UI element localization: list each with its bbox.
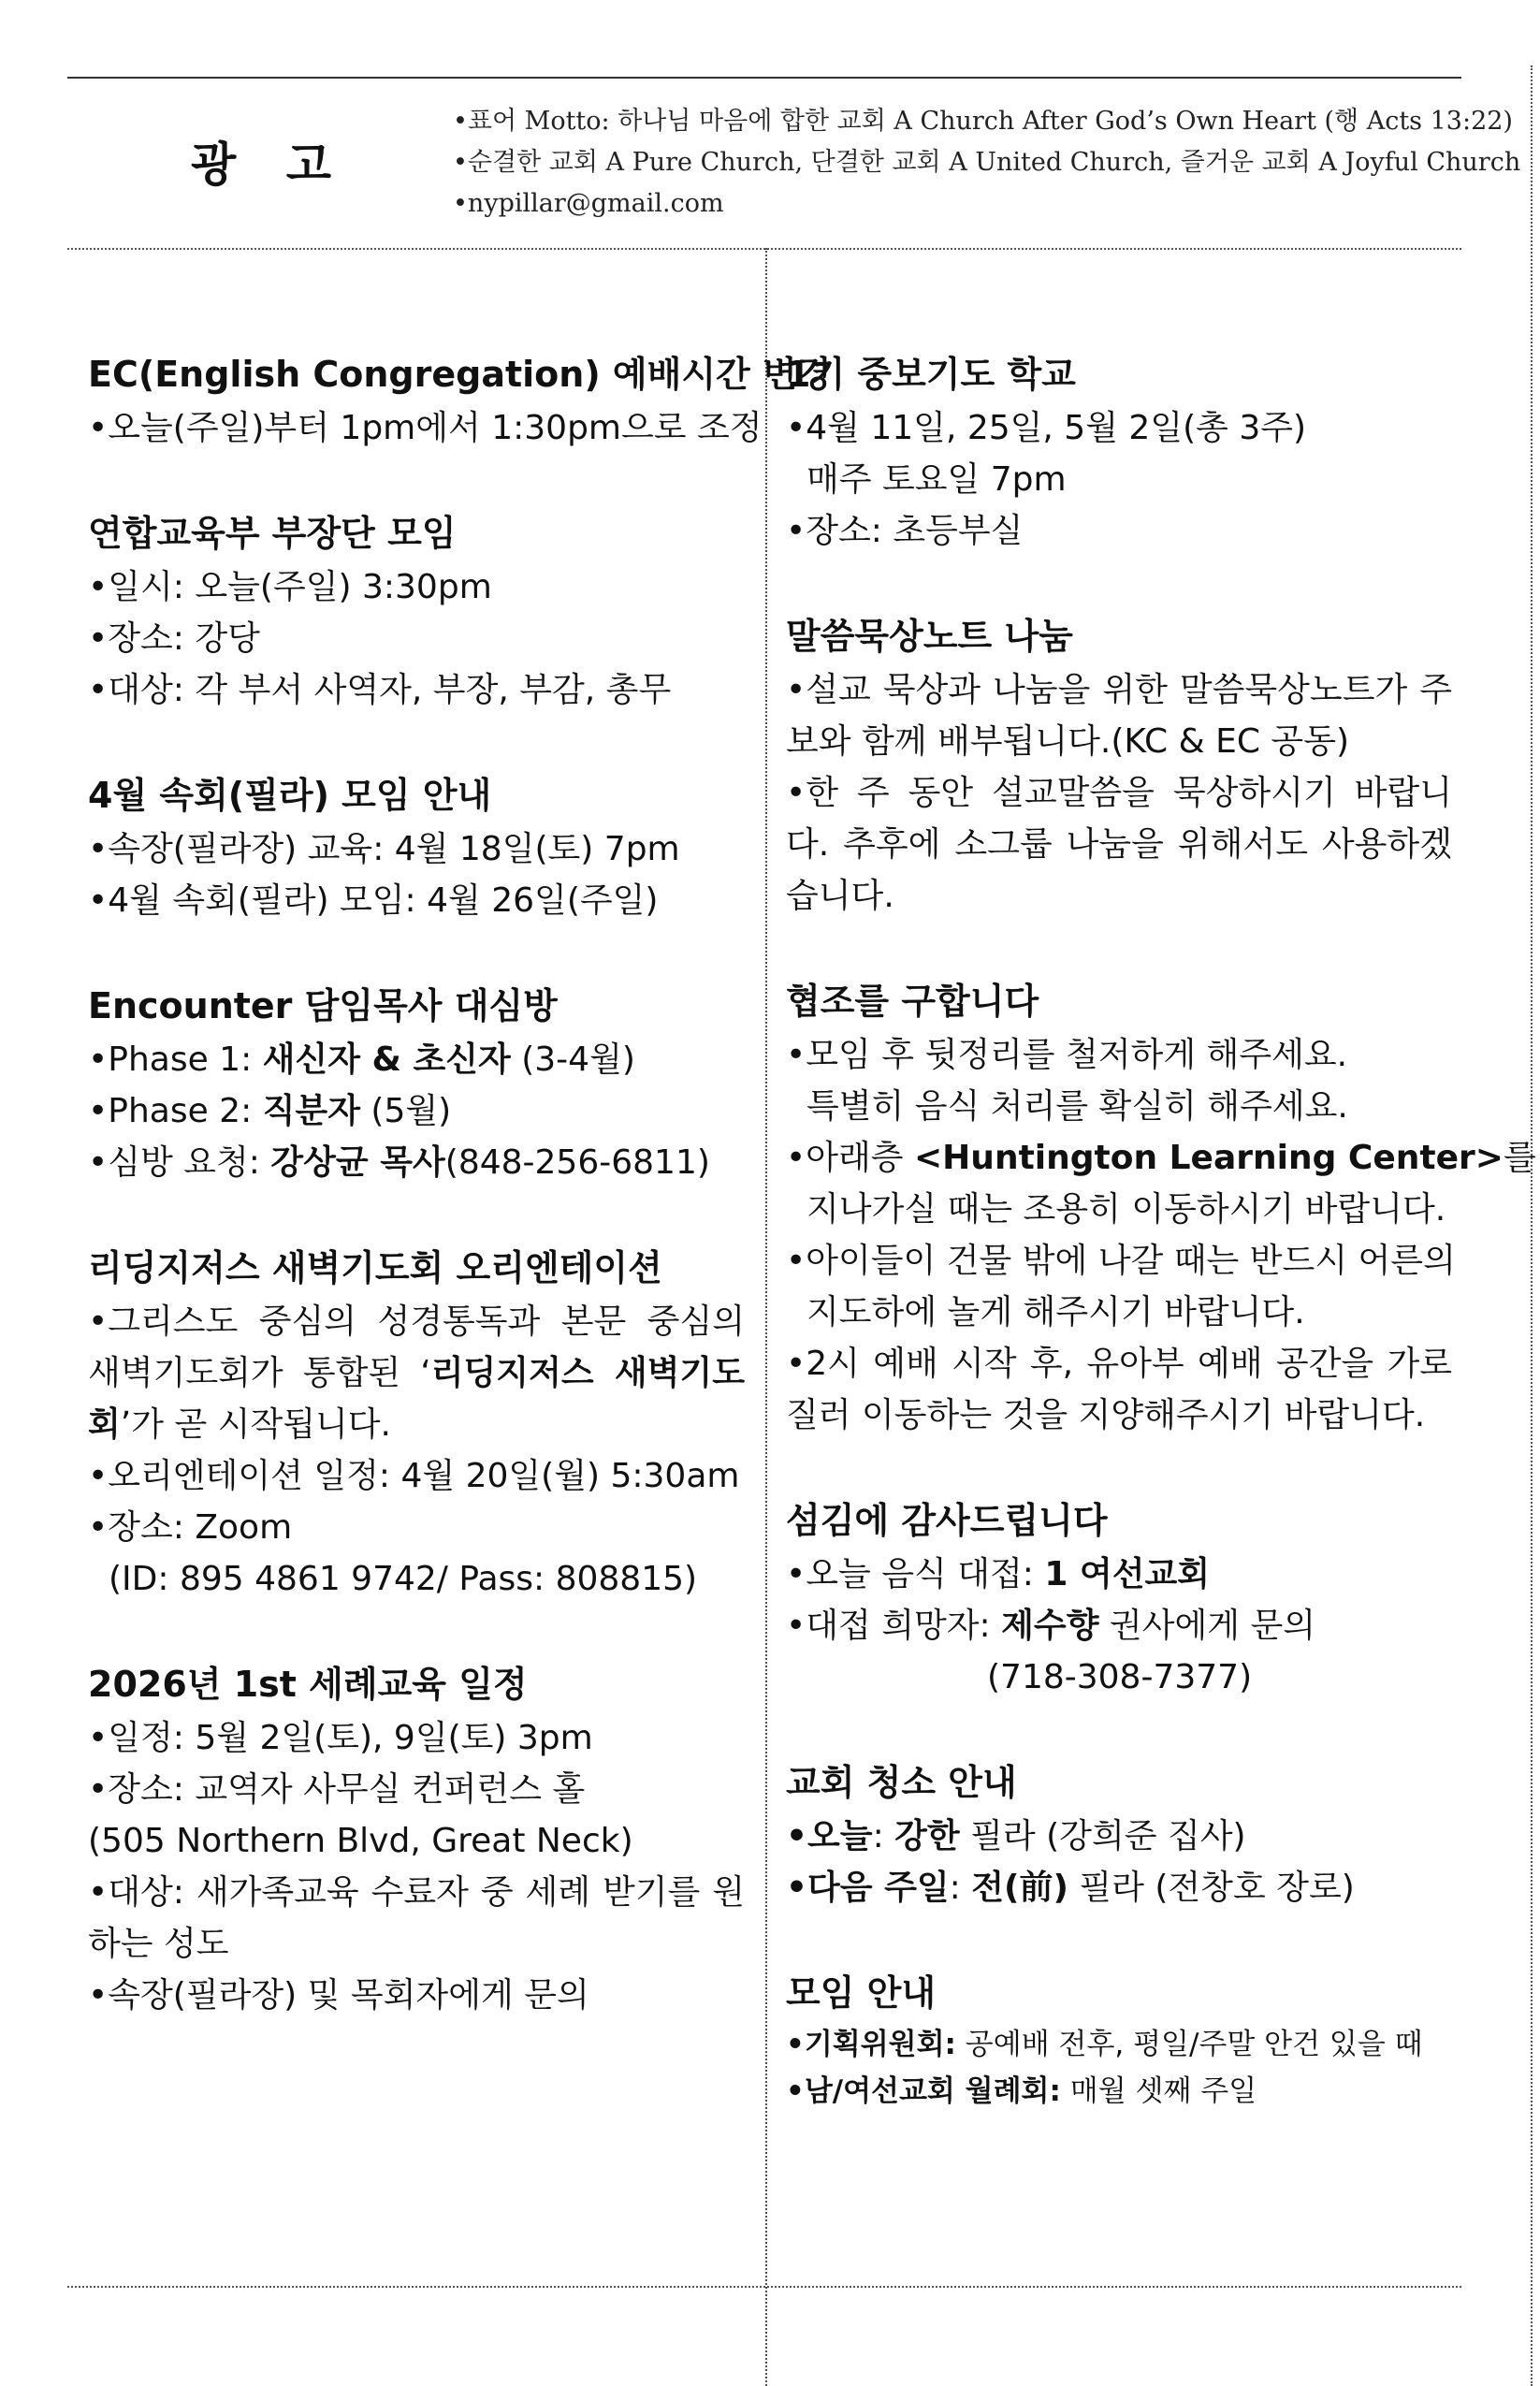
- info-line: 특별히 음식 처리를 확실히 해주세요.: [806, 1087, 1348, 1126]
- address-line: (505 Northern Blvd, Great Neck): [88, 1822, 633, 1860]
- pillar-section: [88, 767, 745, 926]
- edu-leaders-section: [88, 505, 745, 716]
- top-rule: [67, 77, 1461, 79]
- zoom-id-line: (ID: 895 4861 9742/ Pass: 808815): [109, 1560, 698, 1598]
- info-line: •오늘 음식 대접: 1 여선교회: [786, 1555, 1211, 1593]
- info-paragraph: •설교 묵상과 나눔을 위한 말씀묵상노트가 주보와 함께 배부됩니다.(KC & EC 공동): [786, 671, 1452, 761]
- info-line: •속장(필라장) 교육: 4월 18일(토) 7pm: [88, 830, 680, 868]
- section-title: 1기 중보기도 학교: [786, 354, 1076, 395]
- ec-section: [88, 346, 832, 454]
- info-paragraph: •그리스도 중심의 성경통독과 본문 중심의 새벽기도회가 통합된 ‘리딩지저스 새벽기도회’가 곧 시작됩니다.: [88, 1302, 745, 1444]
- bottom-divider: [67, 2286, 1461, 2288]
- info-line: 지도하에 놀게 해주시기 바랍니다.: [806, 1293, 1305, 1331]
- phase-line: •Phase 1: 새신자 & 초신자 (3-4월): [88, 1040, 635, 1079]
- info-paragraph: •대상: 새가족교육 수료자 중 세례 받기를 원하는 성도: [88, 1873, 745, 1963]
- right-edge-divider: [1531, 65, 1533, 2386]
- left-column: [88, 346, 832, 2073]
- info-line: 지나가실 때는 조용히 이동하시기 바랍니다.: [806, 1190, 1446, 1229]
- info-line: •오리엔테이션 일정: 4월 20일(월) 5:30am: [88, 1457, 740, 1495]
- contact-email[interactable]: •nypillar@gmail.com: [453, 189, 724, 218]
- info-line: •모임 후 뒷정리를 철저하게 해주세요.: [786, 1036, 1348, 1074]
- section-title: 섬김에 감사드립니다: [786, 1500, 1108, 1541]
- thanks-section: [786, 1492, 1452, 1703]
- section-title: 리딩지저스 새벽기도회 오리엔테이션: [88, 1247, 662, 1288]
- info-line: •일시: 오늘(주일) 3:30pm: [88, 568, 492, 606]
- info-line: •대접 희망자: 제수향 권사에게 문의: [786, 1607, 1316, 1645]
- prayer-school-section: [786, 346, 1452, 557]
- motto-block: [453, 101, 1520, 225]
- motto-line: •표어 Motto: 하나님 마음에 합한 교회 A Church After God’s Own Heart (행 Acts 13:22): [453, 107, 1513, 136]
- info-line: •장소: Zoom: [88, 1508, 293, 1547]
- section-title: 2026년 1st 세례교육 일정: [88, 1664, 528, 1705]
- info-line: •일정: 5월 2일(토), 9일(토) 3pm: [88, 1719, 593, 1757]
- info-line: •아래층 <Huntington Learning Center>를: [786, 1139, 1536, 1177]
- info-line: •4월 속회(필라) 모임: 4월 26일(주일): [88, 881, 659, 920]
- info-line: •아이들이 건물 밖에 나갈 때는 반드시 어른의: [786, 1242, 1456, 1280]
- info-line: •대상: 각 부서 사역자, 부장, 부감, 총무: [88, 671, 672, 709]
- info-line: •속장(필라장) 및 목회자에게 문의: [88, 1976, 589, 2015]
- ec-line: •오늘(주일)부터 1pm에서 1:30pm으로 조정: [88, 409, 763, 447]
- header-divider: [67, 248, 1461, 250]
- section-title: 협조를 구합니다: [786, 981, 1039, 1022]
- info-line: •장소: 교역자 사무실 컨퍼런스 홀: [88, 1770, 586, 1809]
- info-line: •장소: 강당: [88, 619, 260, 658]
- info-line: •4월 11일, 25일, 5월 2일(총 3주): [786, 409, 1307, 447]
- info-line: •기획위원회: 공예배 전후, 평일/주말 안건 있을 때: [786, 2028, 1423, 2061]
- meetings-section: [786, 1965, 1452, 2115]
- baptism-section: [88, 1656, 745, 2021]
- section-title: 말씀묵상노트 나눔: [786, 616, 1073, 657]
- section-title: 모임 안내: [786, 1972, 937, 2014]
- info-paragraph: •한 주 동안 설교말씀을 묵상하시기 바랍니다. 추후에 소그룹 나눔을 위해서도 사용하겠습니다.: [786, 774, 1452, 915]
- motto-line: •순결한 교회 A Pure Church, 단결한 교회 A United Church, 즐거운 교회 A Joyful Church: [453, 148, 1521, 177]
- section-title: EC(English Congregation) 예배시간 변경: [88, 354, 832, 395]
- phone-line: (718-308-7377): [987, 1658, 1253, 1696]
- info-paragraph: •2시 예배 시작 후, 유아부 예배 공간을 가로질러 이동하는 것을 지양해주시기 바랍니다.: [786, 1345, 1452, 1434]
- info-line: •장소: 초등부실: [786, 512, 1024, 550]
- section-title: Encounter 담임목사 대심방: [88, 985, 558, 1026]
- column-divider: [765, 248, 767, 2386]
- cooperation-section: [786, 973, 1536, 1441]
- encounter-section: [88, 978, 745, 1188]
- right-column: [786, 346, 1536, 2166]
- section-title: 4월 속회(필라) 모임 안내: [88, 775, 492, 816]
- visit-request-line: •심방 요청: 강상균 목사(848-256-6811): [88, 1143, 710, 1182]
- reading-jesus-section: [88, 1240, 745, 1605]
- page-title: 광 고: [191, 138, 349, 192]
- section-title: 연합교육부 부장단 모임: [88, 513, 457, 554]
- notes-section: [786, 608, 1452, 922]
- section-title: 교회 청소 안내: [786, 1762, 1017, 1803]
- info-line: •오늘: 강한 필라 (강희준 집사): [786, 1817, 1246, 1855]
- info-line: 매주 토요일 7pm: [806, 460, 1067, 499]
- cleaning-section: [786, 1754, 1452, 1913]
- phase-line: •Phase 2: 직분자 (5월): [88, 1092, 452, 1130]
- info-line: •다음 주일: 전(前) 필라 (전창호 장로): [786, 1869, 1355, 1907]
- info-line: •남/여선교회 월례회: 매월 셋째 주일: [786, 2074, 1257, 2108]
